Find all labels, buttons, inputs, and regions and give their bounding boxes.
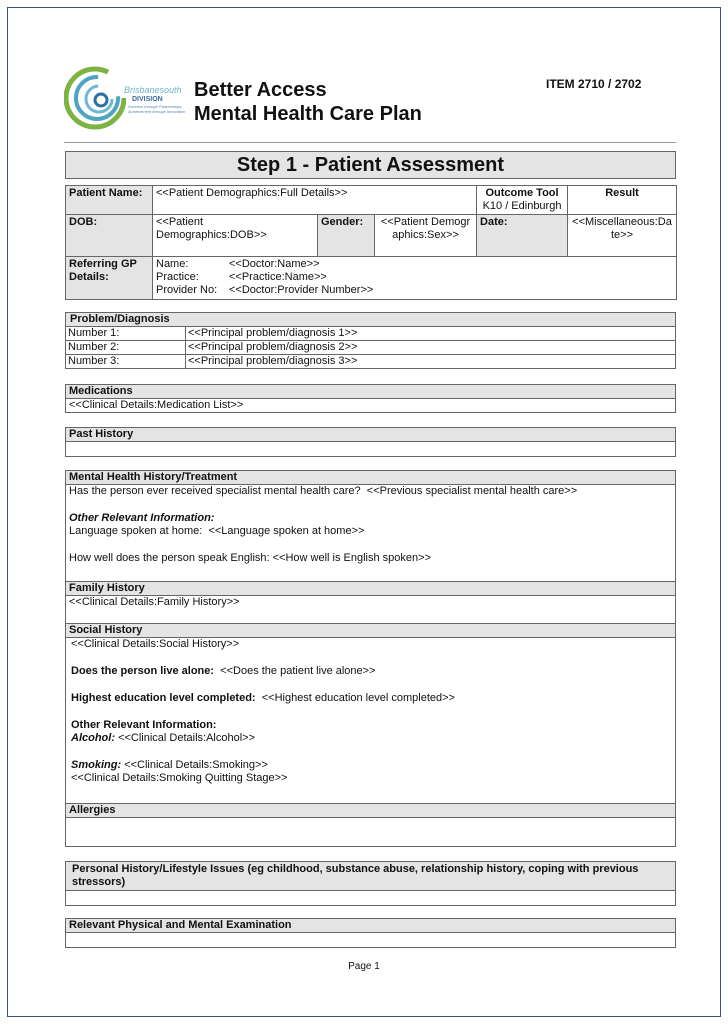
title-line1: Better Access — [194, 79, 327, 101]
examination-title: Relevant Physical and Mental Examination — [66, 919, 675, 933]
dob-label: DOB: — [66, 215, 153, 257]
language-label: Language spoken at home: — [69, 525, 203, 537]
language-value[interactable]: <<Language spoken at home>> — [208, 525, 365, 537]
brisbane-south-division-logo — [64, 64, 194, 134]
social-history-value[interactable]: <<Clinical Details:Social History>> — [71, 638, 240, 650]
step-title: Step 1 - Patient Assessment — [65, 151, 676, 179]
gp-practice-key: Practice: — [156, 271, 199, 283]
personal-history-value[interactable] — [66, 891, 675, 905]
smoking-value[interactable]: <<Clinical Details:Smoking>> — [124, 759, 268, 771]
gp-row-provider — [156, 284, 673, 297]
problem-1-label: Number 1: — [66, 327, 186, 341]
problem-3-label: Number 3: — [66, 355, 186, 369]
document-title — [194, 78, 422, 126]
logo-line1: Brisbanesouth — [124, 85, 182, 95]
family-history-value[interactable]: <<Clinical Details:Family History>> — [69, 596, 240, 608]
live-alone-line — [71, 665, 672, 678]
outcome-tool-value: K10 / Edinburgh — [482, 200, 562, 212]
gp-provider-key: Provider No: — [156, 284, 218, 296]
examination-value[interactable] — [66, 933, 675, 947]
education-line — [71, 692, 672, 705]
gender-label: Gender: — [318, 215, 375, 257]
education-label: Highest education level completed: — [71, 692, 256, 704]
alcohol-line — [71, 732, 672, 745]
date-label: Date: — [477, 215, 568, 257]
alcohol-label: Alcohol: — [71, 732, 115, 744]
problem-1-value[interactable]: <<Principal problem/diagnosis 1>> — [186, 327, 676, 341]
past-history-value[interactable] — [66, 442, 675, 456]
problem-2-label: Number 2: — [66, 341, 186, 355]
mh-other-info-title: Other Relevant Information: — [69, 512, 215, 524]
problem-diagnosis-title: Problem/Diagnosis — [66, 313, 676, 327]
date-value[interactable]: <<Miscellaneous:Date>> — [568, 215, 677, 257]
social-other-info-title: Other Relevant Information: — [71, 719, 217, 731]
gender-value[interactable]: <<Patient Demographics:Sex>> — [375, 215, 477, 257]
smoking-label: Smoking: — [71, 759, 122, 771]
mental-health-body[interactable] — [66, 485, 675, 581]
outcome-tool-cell — [477, 186, 568, 215]
outcome-tool-label: Outcome Tool — [485, 187, 559, 199]
personal-history-title: Personal History/Lifestyle Issues (eg childhood, substance abuse, relationship history, coping with previous stressors) — [66, 862, 675, 891]
referring-gp-label: Referring GP Details: — [66, 257, 153, 300]
patient-details-table — [65, 185, 676, 300]
specialist-care-line — [69, 485, 672, 498]
problem-diagnosis-section — [65, 312, 676, 369]
medications-value[interactable]: <<Clinical Details:Medication List>> — [69, 399, 244, 411]
logo-text — [124, 86, 185, 114]
examination-section — [65, 918, 676, 948]
past-history-title: Past History — [66, 428, 675, 442]
gp-name-value[interactable]: <<Doctor:Name>> — [229, 258, 320, 270]
dob-value[interactable]: <<Patient Demographics:DOB>> — [153, 215, 318, 257]
allergies-value[interactable] — [66, 818, 675, 846]
problem-3-value[interactable]: <<Principal problem/diagnosis 3>> — [186, 355, 676, 369]
logo-line2: DIVISION — [132, 96, 163, 103]
logo-tagline1: Success through Partnerships, — [128, 104, 183, 109]
education-value[interactable]: <<Highest education level completed>> — [261, 692, 455, 704]
medications-title: Medications — [66, 385, 675, 399]
gp-provider-value[interactable]: <<Doctor:Provider Number>> — [229, 284, 374, 296]
gp-practice-value[interactable]: <<Practice:Name>> — [229, 271, 327, 283]
past-history-section — [65, 427, 676, 457]
logo-tagline2: Achievement through Innovation — [128, 109, 186, 114]
result-label: Result — [568, 186, 677, 215]
mental-health-title: Mental Health History/Treatment — [66, 471, 675, 485]
personal-history-section — [65, 861, 676, 906]
logo-swirl-icon — [64, 64, 126, 134]
patient-name-label: Patient Name: — [66, 186, 153, 215]
alcohol-value[interactable]: <<Clinical Details:Alcohol>> — [118, 732, 256, 744]
allergies-title: Allergies — [66, 803, 675, 818]
smoking-quitting-value[interactable]: <<Clinical Details:Smoking Quitting Stage>> — [71, 772, 288, 784]
gp-name-key: Name: — [156, 258, 189, 270]
patient-name-value[interactable]: <<Patient Demographics:Full Details>> — [153, 186, 477, 215]
social-history-title: Social History — [66, 623, 675, 638]
gp-row-practice — [156, 271, 673, 284]
specialist-care-value[interactable]: <<Previous specialist mental health care>> — [366, 485, 578, 497]
item-number: ITEM 2710 / 2702 — [546, 77, 642, 91]
medications-section — [65, 384, 676, 413]
smoking-line — [71, 759, 672, 772]
live-alone-label: Does the person live alone: — [71, 665, 215, 677]
english-line — [69, 552, 672, 565]
social-history-body[interactable] — [66, 638, 675, 803]
title-line2: Mental Health Care Plan — [194, 103, 422, 125]
referring-gp-details — [153, 257, 677, 300]
family-history-title: Family History — [66, 581, 675, 596]
mental-health-section — [65, 470, 676, 847]
specialist-care-question: Has the person ever received specialist mental health care? — [69, 485, 361, 497]
page-number: Page 1 — [348, 961, 380, 972]
problem-2-value[interactable]: <<Principal problem/diagnosis 2>> — [186, 341, 676, 355]
english-label: How well does the person speak English: — [69, 552, 270, 564]
gp-row-name — [156, 258, 673, 271]
english-value[interactable]: <<How well is English spoken>> — [272, 552, 431, 564]
header-divider — [64, 142, 676, 143]
language-line — [69, 525, 672, 538]
live-alone-value[interactable]: <<Does the patient live alone>> — [220, 665, 376, 677]
